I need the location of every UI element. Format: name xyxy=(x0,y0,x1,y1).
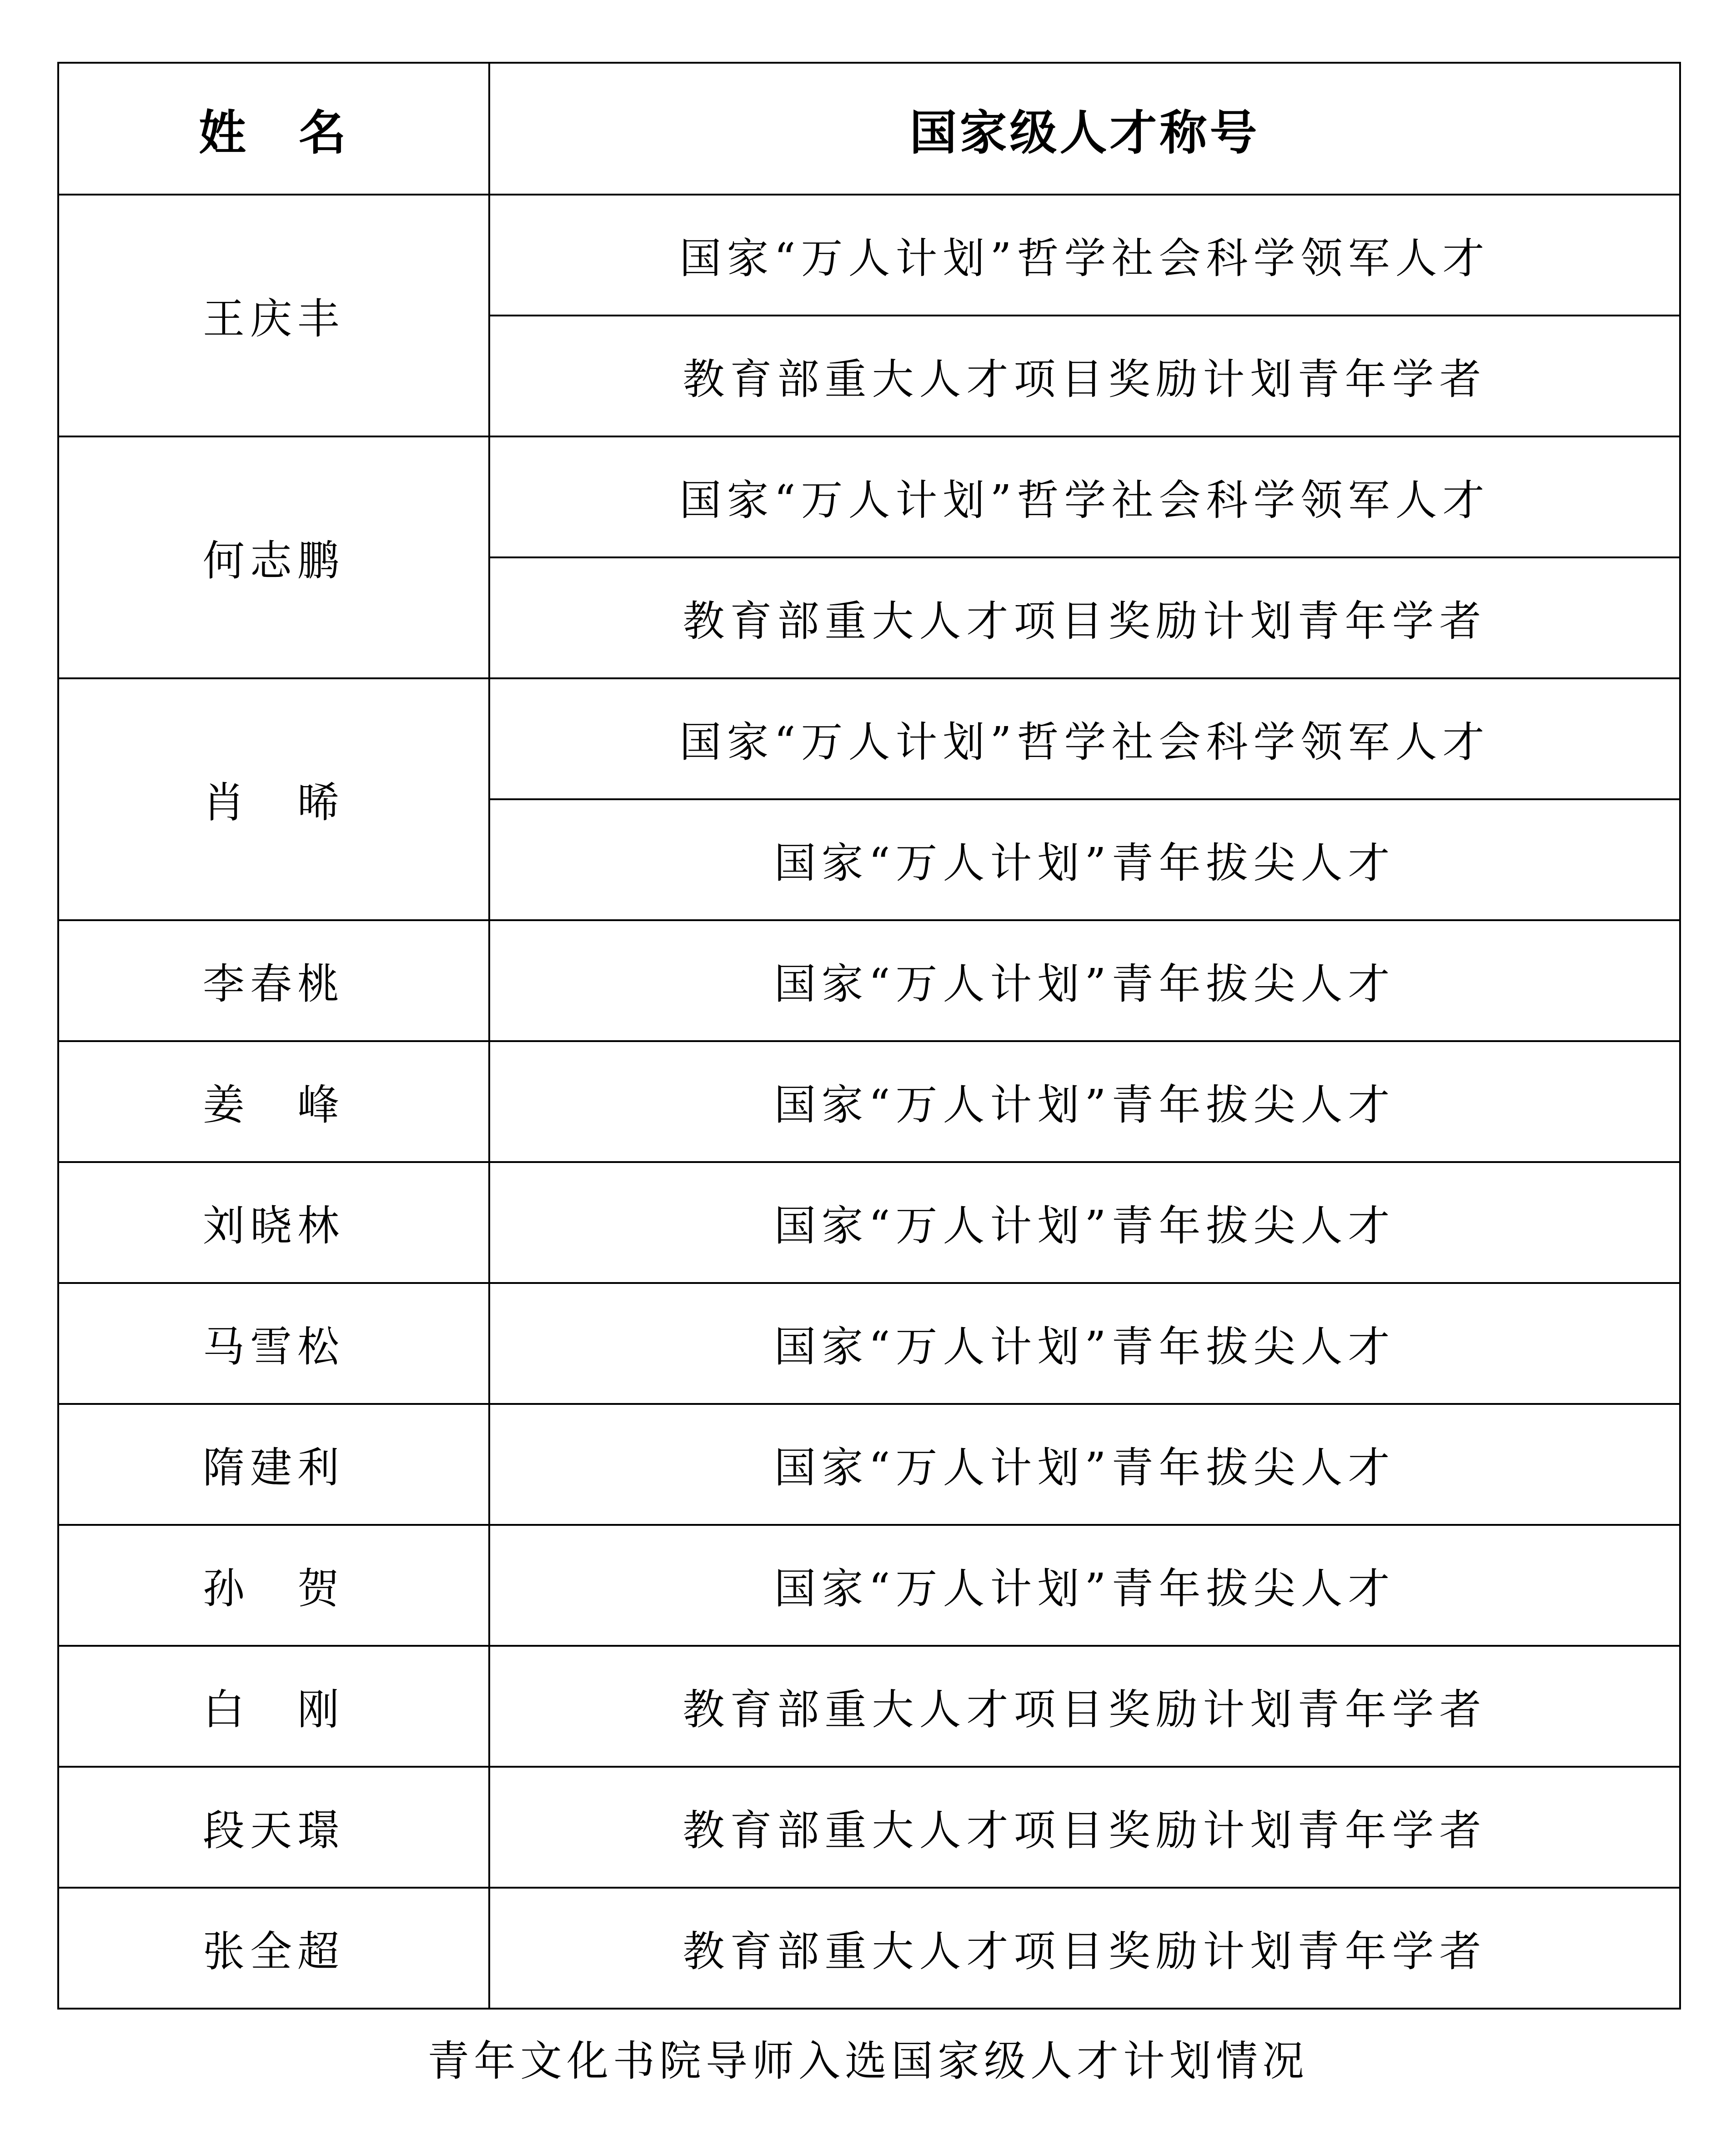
name-cell: 孙 贺 xyxy=(58,1525,489,1646)
title-cell: 教育部重大人才项目奖励计划青年学者 xyxy=(489,1646,1680,1767)
table-row xyxy=(58,1162,1680,1283)
name-cell: 姜 峰 xyxy=(58,1041,489,1162)
table-row xyxy=(58,436,1680,557)
name-cell: 何志鹏 xyxy=(58,436,489,678)
title-cell: 国家“万人计划”哲学社会科学领军人才 xyxy=(489,678,1680,799)
table-body xyxy=(58,195,1680,2009)
header-name: 姓 名 xyxy=(58,63,489,195)
title-cell: 国家“万人计划”青年拔尖人才 xyxy=(489,1041,1680,1162)
name-cell: 李春桃 xyxy=(58,920,489,1041)
table-row xyxy=(58,1041,1680,1162)
talent-table xyxy=(57,62,1681,2010)
title-cell: 国家“万人计划”青年拔尖人才 xyxy=(489,1283,1680,1404)
title-cell: 国家“万人计划”哲学社会科学领军人才 xyxy=(489,195,1680,316)
table-row xyxy=(58,1888,1680,2009)
name-cell: 王庆丰 xyxy=(58,195,489,436)
table-row xyxy=(58,678,1680,799)
table-row xyxy=(58,1404,1680,1525)
table-row xyxy=(58,1525,1680,1646)
name-cell: 肖 晞 xyxy=(58,678,489,920)
header-row xyxy=(58,63,1680,195)
title-cell: 教育部重大人才项目奖励计划青年学者 xyxy=(489,1767,1680,1888)
name-cell: 张全超 xyxy=(58,1888,489,2009)
title-cell: 教育部重大人才项目奖励计划青年学者 xyxy=(489,1888,1680,2009)
title-cell: 国家“万人计划”青年拔尖人才 xyxy=(489,799,1680,920)
name-cell: 隋建利 xyxy=(58,1404,489,1525)
table-row xyxy=(58,195,1680,316)
table-row xyxy=(58,1283,1680,1404)
table-row xyxy=(58,1646,1680,1767)
title-cell: 国家“万人计划”青年拔尖人才 xyxy=(489,1525,1680,1646)
title-cell: 国家“万人计划”青年拔尖人才 xyxy=(489,920,1680,1041)
name-cell: 段天璟 xyxy=(58,1767,489,1888)
name-cell: 马雪松 xyxy=(58,1283,489,1404)
table-row xyxy=(58,920,1680,1041)
name-cell: 白 刚 xyxy=(58,1646,489,1767)
title-cell: 国家“万人计划”青年拔尖人才 xyxy=(489,1162,1680,1283)
title-cell: 教育部重大人才项目奖励计划青年学者 xyxy=(489,316,1680,436)
table-caption: 青年文化书院导师入选国家级人才计划情况 xyxy=(427,2037,1309,2085)
header-title: 国家级人才称号 xyxy=(489,63,1680,195)
table-row xyxy=(58,1767,1680,1888)
name-cell: 刘晓林 xyxy=(58,1162,489,1283)
title-cell: 国家“万人计划”哲学社会科学领军人才 xyxy=(489,436,1680,557)
title-cell: 教育部重大人才项目奖励计划青年学者 xyxy=(489,557,1680,678)
title-cell: 国家“万人计划”青年拔尖人才 xyxy=(489,1404,1680,1525)
